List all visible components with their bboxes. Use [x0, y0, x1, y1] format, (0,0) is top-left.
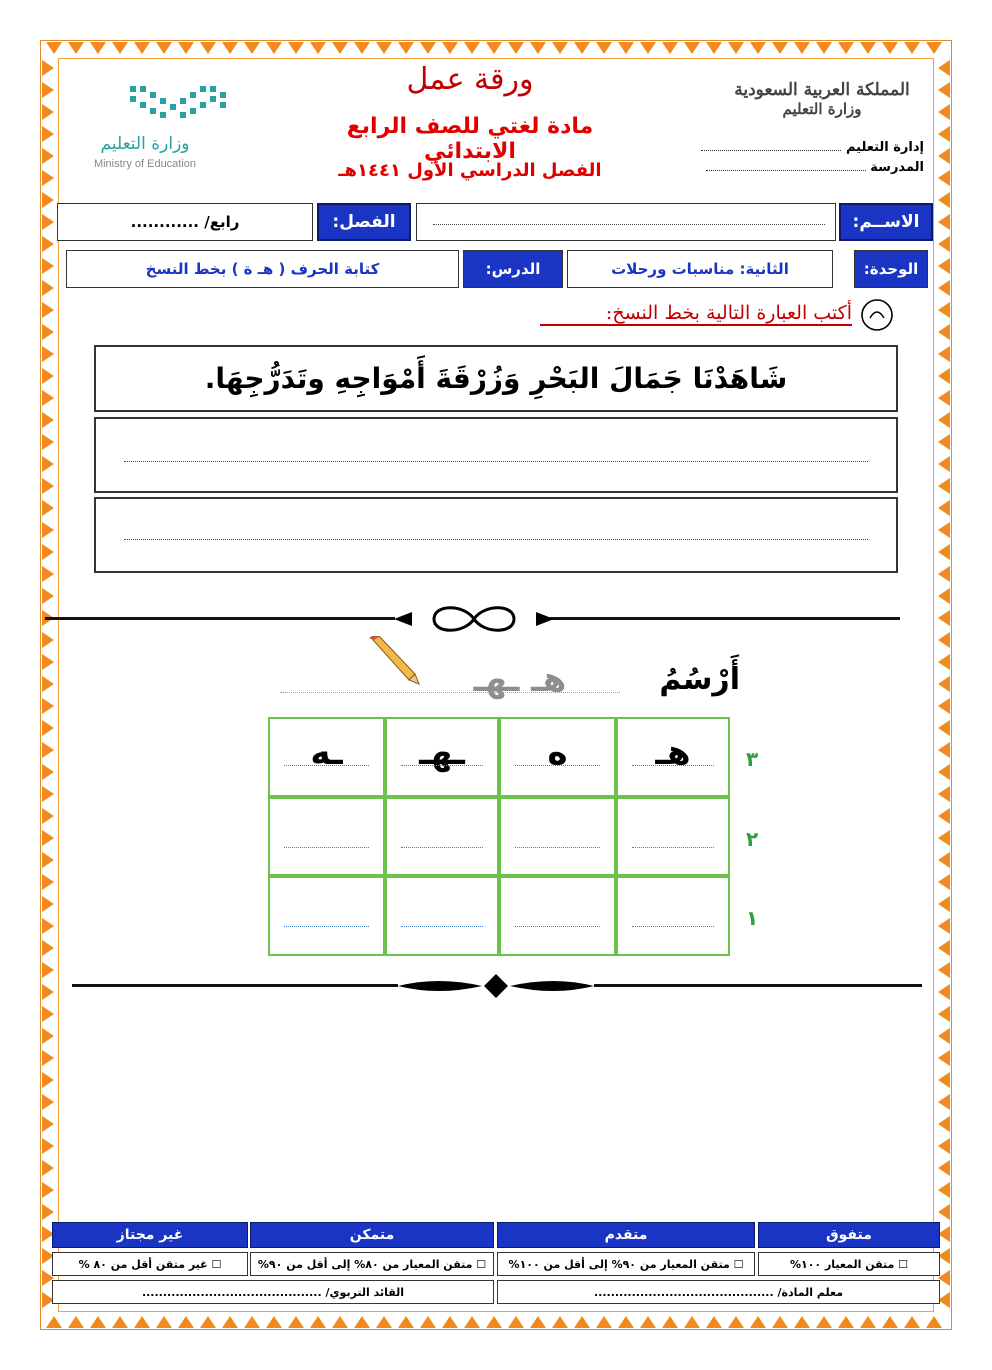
- border-triangle: [200, 1316, 216, 1328]
- lesson-label: الدرس:: [463, 250, 563, 288]
- grid-guide-line: [515, 765, 600, 766]
- border-triangle: [938, 236, 950, 252]
- border-triangle: [938, 1028, 950, 1044]
- sample-guide-line: [280, 692, 620, 693]
- border-triangle: [42, 478, 54, 494]
- border-triangle: [938, 324, 950, 340]
- border-triangle: [882, 1316, 898, 1328]
- border-triangle: [42, 126, 54, 142]
- grid-sample-cell: [616, 717, 730, 797]
- border-triangle: [772, 1316, 788, 1328]
- border-triangle: [794, 1316, 810, 1328]
- border-triangle: [42, 236, 54, 252]
- lesson-value: كتابة الحرف ( هـ ة ) بخط النسخ: [66, 250, 459, 288]
- border-triangle: [42, 874, 54, 890]
- border-triangle: [882, 42, 898, 54]
- border-triangle: [156, 42, 172, 54]
- education-admin-line: [700, 140, 924, 155]
- border-triangle: [938, 720, 950, 736]
- border-triangle: [750, 42, 766, 54]
- border-triangle: [42, 1094, 54, 1110]
- border-triangle: [904, 1316, 920, 1328]
- border-triangle: [938, 214, 950, 230]
- subject-title: مادة لغتي للصف الرابع الابتدائي: [346, 114, 594, 164]
- rubric-level-header: غير مجتاز: [52, 1222, 248, 1248]
- border-triangle: [464, 1316, 480, 1328]
- border-triangle: [486, 42, 502, 54]
- ornament-circle-icon: [860, 298, 894, 332]
- border-triangle: [662, 1316, 678, 1328]
- border-triangle: [938, 1138, 950, 1154]
- border-triangle: [530, 1316, 546, 1328]
- grid-writing-cell[interactable]: [616, 876, 730, 956]
- border-triangle: [938, 610, 950, 626]
- border-triangle: [42, 1204, 54, 1220]
- border-triangle: [938, 852, 950, 868]
- border-triangle: [42, 192, 54, 208]
- grid-guide-line: [632, 765, 714, 766]
- border-triangle: [266, 1316, 282, 1328]
- border-triangle: [904, 42, 920, 54]
- border-triangle: [772, 42, 788, 54]
- border-triangle: [42, 962, 54, 978]
- border-triangle: [552, 42, 568, 54]
- border-triangle: [42, 412, 54, 428]
- border-triangle: [244, 42, 260, 54]
- border-triangle: [178, 42, 194, 54]
- grid-sample-cell: [268, 717, 385, 797]
- grid-writing-cell[interactable]: [616, 797, 730, 876]
- grid-guide-line: [284, 926, 369, 927]
- border-triangle: [938, 764, 950, 780]
- border-triangle: [706, 1316, 722, 1328]
- border-triangle: [860, 1316, 876, 1328]
- grid-sample-cell: [499, 717, 616, 797]
- border-triangle: [42, 522, 54, 538]
- border-triangle: [42, 148, 54, 164]
- border-triangle: [42, 324, 54, 340]
- ornament-diamond-icon: [398, 972, 594, 1000]
- border-triangle: [552, 1316, 568, 1328]
- border-triangle: [42, 698, 54, 714]
- border-triangle: [938, 280, 950, 296]
- border-triangle: [938, 588, 950, 604]
- border-triangle: [42, 918, 54, 934]
- border-triangle: [288, 42, 304, 54]
- border-triangle: [938, 1072, 950, 1088]
- grid-guide-line: [284, 765, 369, 766]
- ministry-name-en: Ministry of Education: [93, 158, 197, 170]
- border-triangle: [420, 1316, 436, 1328]
- border-triangle: [42, 1116, 54, 1132]
- writing-line-1[interactable]: [94, 417, 898, 493]
- border-triangle: [938, 104, 950, 120]
- grid-writing-cell[interactable]: [385, 876, 499, 956]
- border-triangle: [42, 302, 54, 318]
- border-triangle: [354, 1316, 370, 1328]
- border-triangle: [938, 258, 950, 274]
- border-triangle: [938, 962, 950, 978]
- grid-guide-line: [401, 847, 483, 848]
- border-triangle: [750, 1316, 766, 1328]
- border-triangle: [42, 170, 54, 186]
- border-triangle: [926, 1316, 942, 1328]
- border-triangle: [310, 42, 326, 54]
- border-triangle: [706, 42, 722, 54]
- border-triangle: [938, 60, 950, 76]
- border-triangle: [938, 918, 950, 934]
- border-triangle: [134, 1316, 150, 1328]
- row-number: ٣: [746, 747, 759, 771]
- border-triangle: [938, 456, 950, 472]
- border-triangle: [42, 764, 54, 780]
- border-triangle: [938, 522, 950, 538]
- border-triangle: [42, 258, 54, 274]
- border-triangle: [508, 1316, 524, 1328]
- border-triangle: [42, 1050, 54, 1066]
- ministry-name-ar: وزارة التعليم: [100, 134, 190, 154]
- border-triangle: [938, 412, 950, 428]
- border-triangle: [46, 42, 62, 54]
- border-triangle: [574, 42, 590, 54]
- border-triangle: [938, 544, 950, 560]
- border-triangle: [90, 42, 106, 54]
- border-triangle: [42, 434, 54, 450]
- class-field[interactable]: رابع/ ............: [57, 203, 313, 241]
- ministry-logo-icon: [100, 82, 250, 132]
- border-triangle: [794, 42, 810, 54]
- row-number: ١: [746, 906, 759, 930]
- border-triangle: [42, 1006, 54, 1022]
- border-triangle: [42, 214, 54, 230]
- border-triangle: [68, 42, 84, 54]
- border-triangle: [938, 478, 950, 494]
- pencil-icon: [365, 636, 421, 686]
- rubric-level-header: متقدم: [497, 1222, 755, 1248]
- border-triangle: [938, 500, 950, 516]
- exercise1-instruction: أكتب العبارة التالية بخط النسخ:: [540, 302, 852, 326]
- border-triangle: [90, 1316, 106, 1328]
- divider-right: [550, 617, 900, 620]
- border-triangle: [938, 368, 950, 384]
- border-triangle: [684, 42, 700, 54]
- border-triangle: [178, 1316, 194, 1328]
- ornament-infinity-icon: [394, 600, 554, 638]
- grid-guide-line: [515, 847, 600, 848]
- border-triangle: [838, 42, 854, 54]
- page-title: ورقة عمل: [406, 62, 534, 97]
- education-admin-label: إدارة التعليم: [845, 140, 924, 155]
- border-triangle: [332, 42, 348, 54]
- border-triangle: [938, 82, 950, 98]
- border-triangle: [332, 1316, 348, 1328]
- border-triangle: [938, 1094, 950, 1110]
- border-triangle: [938, 786, 950, 802]
- border-triangle: [42, 346, 54, 362]
- border-triangle: [42, 1182, 54, 1198]
- grid-guide-line: [515, 926, 600, 927]
- border-triangle: [938, 1160, 950, 1176]
- border-triangle: [42, 104, 54, 120]
- border-triangle: [244, 1316, 260, 1328]
- semester-label: الفصل الدراسي الأول ١٤٤١هـ: [338, 160, 602, 181]
- grid-writing-cell[interactable]: [268, 797, 385, 876]
- supervisor-signature-field[interactable]: القائد التربوي/ ...........................................: [52, 1280, 494, 1304]
- border-triangle: [200, 42, 216, 54]
- name-field[interactable]: [416, 203, 836, 241]
- grid-guide-line: [632, 926, 714, 927]
- border-triangle: [134, 42, 150, 54]
- rubric-criterion[interactable]: ☐ متقن المعيار من ٩٠% إلى أقل من ١٠٠%: [497, 1252, 755, 1276]
- border-triangle: [938, 1050, 950, 1066]
- border-triangle: [442, 1316, 458, 1328]
- grid-letter: ـه: [310, 733, 343, 773]
- teacher-signature-field[interactable]: معلم المادة/ ...........................................: [497, 1280, 940, 1304]
- border-triangle: [42, 654, 54, 670]
- border-triangle: [728, 42, 744, 54]
- grid-sample-cell: [385, 717, 499, 797]
- border-triangle: [938, 808, 950, 824]
- border-triangle: [596, 42, 612, 54]
- border-triangle: [596, 1316, 612, 1328]
- border-triangle: [486, 1316, 502, 1328]
- grid-writing-cell[interactable]: [499, 797, 616, 876]
- border-triangle: [938, 676, 950, 692]
- border-triangle: [42, 566, 54, 582]
- border-triangle: [618, 1316, 634, 1328]
- rubric-level-header: متفوق: [758, 1222, 940, 1248]
- border-triangle: [938, 742, 950, 758]
- border-triangle: [42, 60, 54, 76]
- border-triangle: [42, 786, 54, 802]
- border-triangle: [112, 42, 128, 54]
- border-triangle: [42, 82, 54, 98]
- border-triangle: [376, 1316, 392, 1328]
- rubric-level-header: متمكن: [250, 1222, 494, 1248]
- unit-value: الثانية: مناسبات ورحلات: [567, 250, 833, 288]
- school-label: المدرسة: [870, 160, 924, 175]
- border-triangle: [310, 1316, 326, 1328]
- model-sentence: شَاهَدْنَا جَمَالَ البَحْرِ وَزُرْقَةَ أَمْوَاجِهِ وتَدَرُّجِهَا.: [94, 345, 898, 412]
- border-triangle: [938, 192, 950, 208]
- border-triangle: [42, 1160, 54, 1176]
- border-triangle: [442, 42, 458, 54]
- border-triangle: [938, 1116, 950, 1132]
- grid-writing-cell[interactable]: [268, 876, 385, 956]
- border-triangle: [938, 148, 950, 164]
- border-triangle: [42, 456, 54, 472]
- exercise2-instruction: أَرْسُمُ: [659, 662, 740, 697]
- border-triangle: [42, 1138, 54, 1154]
- border-triangle: [42, 390, 54, 406]
- letter-sample: هـ ـهـ: [473, 660, 567, 700]
- grid-writing-cell[interactable]: [499, 876, 616, 956]
- divider-left: [45, 617, 395, 620]
- kingdom-logo: المملكة العربية السعودية وزارة التعليم: [734, 80, 910, 118]
- border-triangle: [938, 984, 950, 1000]
- rubric-criterion[interactable]: ☐ متقن المعيار ١٠٠%: [758, 1252, 940, 1276]
- name-label: الاســم:: [839, 203, 933, 241]
- border-triangle: [938, 896, 950, 912]
- border-triangle: [42, 830, 54, 846]
- border-triangle: [42, 984, 54, 1000]
- border-triangle: [640, 42, 656, 54]
- border-triangle: [156, 1316, 172, 1328]
- border-triangle: [464, 42, 480, 54]
- border-triangle: [816, 1316, 832, 1328]
- border-triangle: [684, 1316, 700, 1328]
- border-triangle: [42, 940, 54, 956]
- border-triangle: [728, 1316, 744, 1328]
- border-triangle: [222, 1316, 238, 1328]
- border-triangle: [938, 654, 950, 670]
- grid-guide-line: [284, 847, 369, 848]
- border-triangle: [354, 42, 370, 54]
- unit-label: الوحدة:: [854, 250, 928, 288]
- border-triangle: [938, 698, 950, 714]
- grid-letter: ه: [547, 733, 568, 773]
- border-triangle: [574, 1316, 590, 1328]
- writing-line-2[interactable]: [94, 497, 898, 573]
- class-label: الفصل:: [317, 203, 411, 241]
- grid-letter: ـهـ: [419, 733, 465, 773]
- border-triangle: [42, 500, 54, 516]
- border-triangle: [530, 42, 546, 54]
- border-triangle: [938, 126, 950, 142]
- border-triangle: [398, 42, 414, 54]
- border-triangle: [42, 676, 54, 692]
- border-triangle: [938, 1182, 950, 1198]
- border-triangle: [938, 830, 950, 846]
- border-triangle: [838, 1316, 854, 1328]
- grid-guide-line: [632, 847, 714, 848]
- border-triangle: [938, 874, 950, 890]
- border-triangle: [222, 42, 238, 54]
- border-triangle: [68, 1316, 84, 1328]
- border-triangle: [938, 632, 950, 648]
- school-line: [700, 160, 924, 175]
- grid-guide-line: [401, 926, 483, 927]
- border-triangle: [938, 390, 950, 406]
- border-triangle: [266, 42, 282, 54]
- border-triangle: [938, 940, 950, 956]
- grid-writing-cell[interactable]: [385, 797, 499, 876]
- border-triangle: [42, 544, 54, 560]
- border-triangle: [42, 896, 54, 912]
- rubric-criterion[interactable]: ☐ متقن المعيار من ٨٠% إلى أقل من ٩٠%: [250, 1252, 494, 1276]
- border-triangle: [42, 852, 54, 868]
- border-triangle: [398, 1316, 414, 1328]
- border-triangle: [508, 42, 524, 54]
- rubric-criterion[interactable]: ☐ غير متقن أقل من ٨٠ %: [52, 1252, 248, 1276]
- border-triangle: [938, 1006, 950, 1022]
- border-triangle: [662, 42, 678, 54]
- border-triangle: [42, 1028, 54, 1044]
- border-triangle: [618, 42, 634, 54]
- border-triangle: [938, 1204, 950, 1220]
- border-triangle: [938, 566, 950, 582]
- grid-guide-line: [401, 765, 483, 766]
- border-triangle: [46, 1316, 62, 1328]
- grid-letter: هـ: [655, 733, 691, 773]
- row-number: ٢: [746, 827, 759, 851]
- border-triangle: [42, 280, 54, 296]
- border-triangle: [376, 42, 392, 54]
- border-triangle: [42, 742, 54, 758]
- border-triangle: [42, 632, 54, 648]
- border-triangle: [938, 434, 950, 450]
- border-triangle: [288, 1316, 304, 1328]
- border-triangle: [938, 302, 950, 318]
- border-triangle: [42, 720, 54, 736]
- border-triangle: [938, 170, 950, 186]
- border-triangle: [42, 588, 54, 604]
- border-triangle: [42, 368, 54, 384]
- border-triangle: [420, 42, 436, 54]
- border-triangle: [112, 1316, 128, 1328]
- border-triangle: [938, 346, 950, 362]
- border-triangle: [42, 1072, 54, 1088]
- border-triangle: [42, 808, 54, 824]
- border-triangle: [926, 42, 942, 54]
- border-triangle: [860, 42, 876, 54]
- border-triangle: [640, 1316, 656, 1328]
- border-triangle: [816, 42, 832, 54]
